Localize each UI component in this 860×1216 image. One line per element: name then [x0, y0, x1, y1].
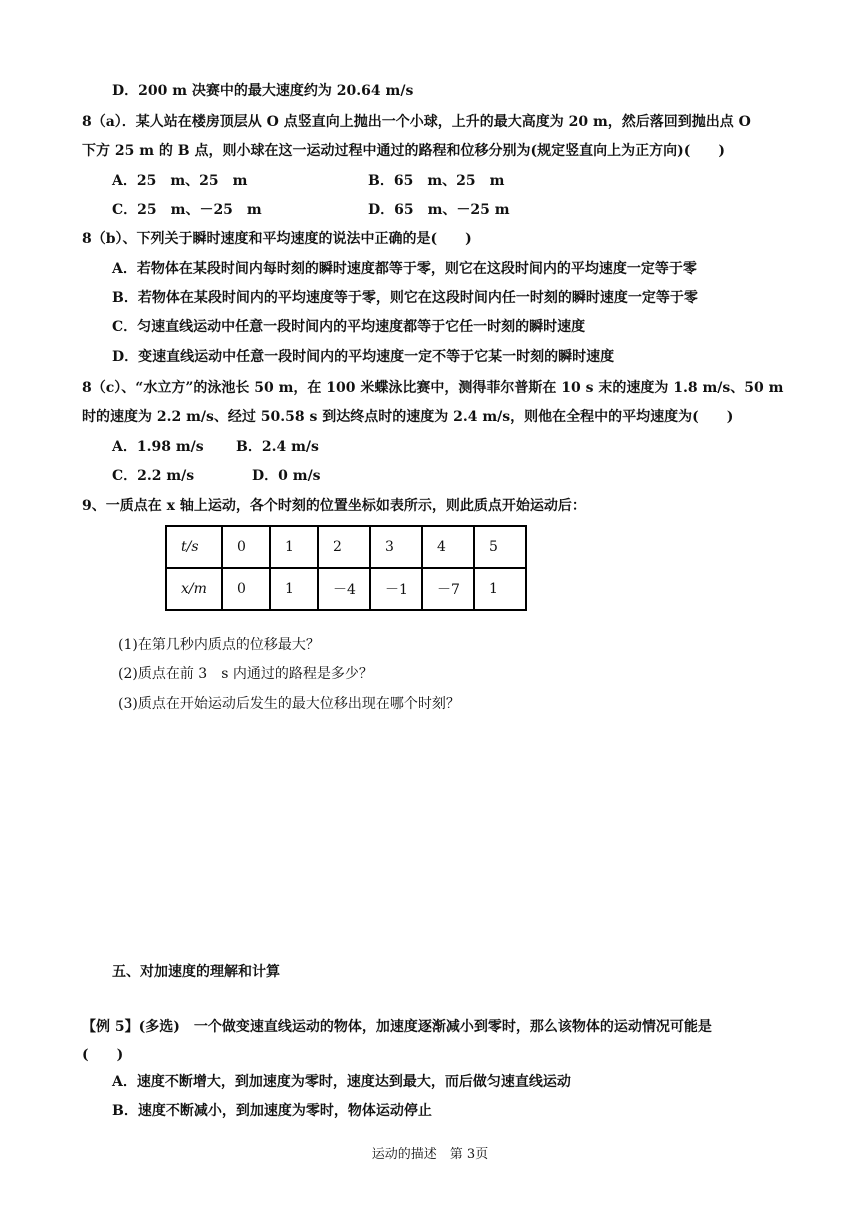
table-cell: －1	[370, 568, 422, 610]
option-8a-b: B．65 m、25 m	[368, 173, 505, 189]
option-8a-a: A．25 m、25 m	[112, 173, 248, 189]
question-8a-line2: 下方 25 m 的 B 点，则小球在这一运动过程中通过的路程和位移分别为(规定竖直向上为正方向)( )	[82, 143, 725, 159]
table-row	[166, 568, 526, 610]
question-9-part1: (1)在第几秒内质点的位移最大？	[118, 637, 320, 653]
option-8c-d: D．0 m/s	[252, 468, 321, 484]
table-cell: 3	[370, 526, 422, 568]
table-cell: 0	[222, 526, 270, 568]
example-5-line2: ( )	[82, 1047, 124, 1063]
question-9-part3: (3)质点在开始运动后发生的最大位移出现在哪个时刻？	[118, 696, 460, 712]
position-table	[165, 525, 527, 611]
example-5-line1: 【例 5】(多选) 一个做变速直线运动的物体，加速度逐渐减小到零时，那么该物体的运动情况可能是	[82, 1019, 712, 1035]
table-cell: －4	[318, 568, 370, 610]
question-8c-line2: 时的速度为 2.2 m/s、经过 50.58 s 到达终点时的速度为 2.4 m/s，则他在全程中的平均速度为( )	[82, 409, 734, 425]
table-cell: 1	[270, 526, 318, 568]
option-8c-c: C．2.2 m/s	[112, 468, 195, 484]
page-footer: 运动的描述 第 3页	[371, 1147, 489, 1162]
option-8b-c: C．匀速直线运动中任意一段时间内的平均速度都等于它任一时刻的瞬时速度	[112, 319, 586, 335]
option-8prev-d: D．200 m 决赛中的最大速度约为 20.64 m/s	[112, 83, 414, 99]
question-8c-line1: 8（c）、“水立方”的泳池长 50 m，在 100 米蝶泳比赛中，测得菲尔普斯在 10 s 末的速度为 1.8 m/s、50 m	[82, 380, 784, 396]
table-cell: 1	[270, 568, 318, 610]
section-title: 五、对加速度的理解和计算	[112, 964, 280, 980]
option-8b-b: B．若物体在某段时间内的平均速度等于零，则它在这段时间内任一时刻的瞬时速度一定等于零	[112, 290, 698, 306]
option-ex5-b: B．速度不断减小，到加速度为零时，物体运动停止	[112, 1103, 432, 1119]
table-cell: 5	[474, 526, 526, 568]
table-cell: －7	[422, 568, 474, 610]
table-row	[166, 526, 526, 568]
question-9: 9、一质点在 x 轴上运动，各个时刻的位置坐标如表所示，则此质点开始运动后：	[82, 498, 586, 514]
table-cell: 1	[474, 568, 526, 610]
option-8a-c: C．25 m、－25 m	[112, 202, 262, 218]
table-cell: 4	[422, 526, 474, 568]
table-header-cell: t/s	[166, 526, 222, 568]
table-cell: 0	[222, 568, 270, 610]
table-header-cell: x/m	[166, 568, 222, 610]
option-8c-b: B．2.4 m/s	[236, 439, 319, 455]
question-8b: 8（b）、下列关于瞬时速度和平均速度的说法中正确的是( )	[82, 231, 472, 247]
question-8a-line1: 8（a）．某人站在楼房顶层从 O 点竖直向上抛出一个小球，上升的最大高度为 20 m，然后落回到抛出点 O	[82, 114, 751, 130]
question-9-part2: (2)质点在前 3 s 内通过的路程是多少？	[118, 666, 373, 682]
option-8b-a: A．若物体在某段时间内每时刻的瞬时速度都等于零，则它在这段时间内的平均速度一定等于零	[112, 261, 697, 277]
option-8c-a: A．1.98 m/s	[112, 439, 204, 455]
option-ex5-a: A．速度不断增大，到加速度为零时，速度达到最大，而后做匀速直线运动	[112, 1074, 571, 1090]
option-8a-d: D．65 m、－25 m	[368, 202, 510, 218]
table-cell: 2	[318, 526, 370, 568]
option-8b-d: D．变速直线运动中任意一段时间内的平均速度一定不等于它某一时刻的瞬时速度	[112, 349, 615, 365]
